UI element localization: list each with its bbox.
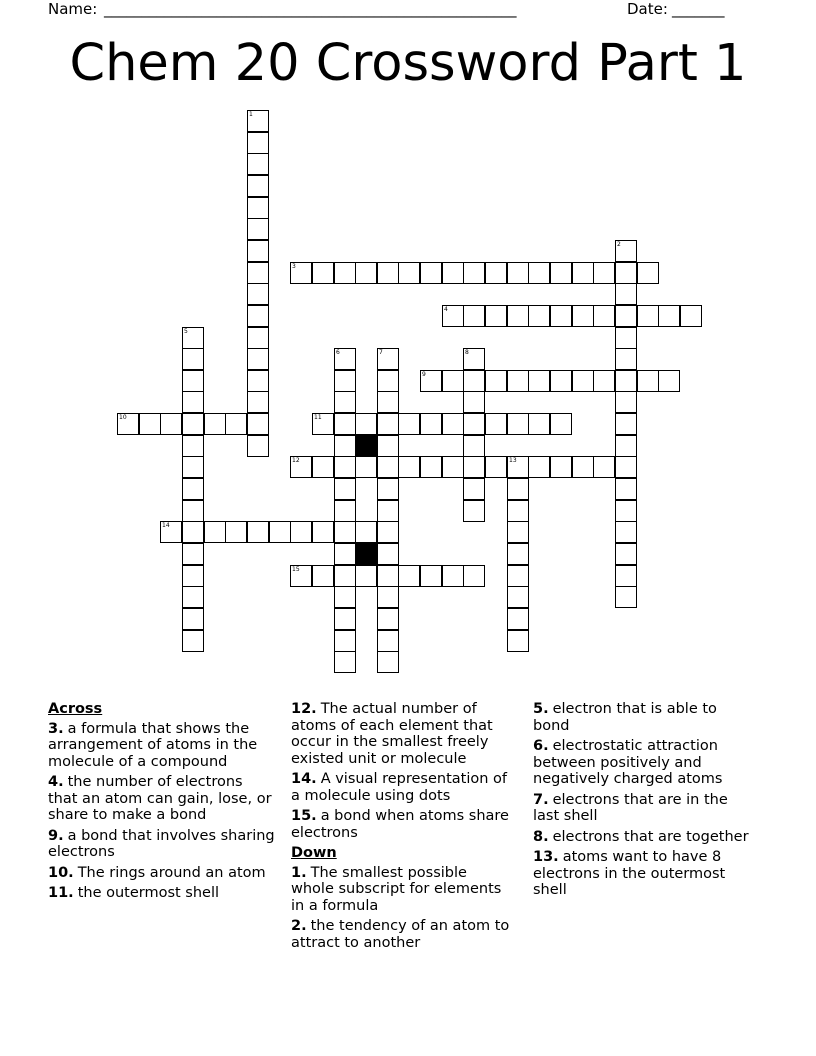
crossword-cell[interactable] [247,370,269,392]
crossword-cell[interactable] [463,435,485,457]
clue-number-label: 10 [119,414,127,421]
clue-number: 9. [48,827,64,844]
crossword-cell[interactable] [593,370,615,392]
crossword-cell[interactable] [615,240,637,262]
crossword-cell[interactable] [463,500,485,522]
crossword-cell[interactable] [615,348,637,370]
crossword-cell[interactable] [420,413,442,435]
clue-item [533,738,755,788]
crossword-cell[interactable] [377,348,399,370]
crossword-cell[interactable] [398,565,420,587]
crossword-cell[interactable] [637,305,659,327]
crossword-cell[interactable] [117,413,139,435]
crossword-cell[interactable] [355,262,377,284]
crossword-cell[interactable] [528,262,550,284]
crossword-cell[interactable] [355,413,377,435]
crossword-cell[interactable] [507,370,529,392]
crossword-cell[interactable] [225,413,247,435]
crossword-cell[interactable] [182,543,204,565]
clue-number: 13. [533,849,559,865]
clue-number-label: 1 [249,111,253,118]
crossword-cell[interactable] [247,305,269,327]
clue-number: 14. [291,771,317,787]
crossword-cell[interactable] [334,586,356,608]
crossword-cell[interactable] [334,565,356,587]
crossword-cell[interactable] [312,565,334,587]
clue-item [533,849,755,899]
clue-item [48,774,276,824]
crossword-cell[interactable] [550,370,572,392]
clue-number: 11. [48,885,74,901]
crossword-cell[interactable] [182,586,204,608]
crossword-cell[interactable] [442,262,464,284]
crossword-cell[interactable] [398,262,420,284]
crossword-cell[interactable] [355,565,377,587]
crossword-cell[interactable] [528,413,550,435]
crossword-cell[interactable] [615,456,637,478]
crossword-cell[interactable] [225,521,247,543]
crossword-cell[interactable] [507,500,529,522]
crossword-cell[interactable] [312,521,334,543]
crossword-cell[interactable] [463,391,485,413]
clue-text: The actual number of atoms of each element that occur in the smallest freely existed unit or molecule [291,701,493,767]
crossword-cell[interactable] [334,543,356,565]
crossword-cell[interactable] [290,456,312,478]
crossword-cell[interactable] [182,565,204,587]
clue-number-label: 11 [314,414,322,421]
crossword-cell[interactable] [615,521,637,543]
clue-number: 3. [48,720,64,737]
crossword-cell[interactable] [334,630,356,652]
crossword-cell[interactable] [182,327,204,349]
crossword-cell[interactable] [463,370,485,392]
crossword-cell[interactable] [355,521,377,543]
crossword-cell[interactable] [334,413,356,435]
crossword-cell[interactable] [334,651,356,673]
crossword-cell[interactable] [615,586,637,608]
crossword-cell[interactable] [247,262,269,284]
clue-item [291,865,513,915]
crossword-cell[interactable] [658,305,680,327]
crossword-cell[interactable] [377,456,399,478]
crossword-cell[interactable] [572,456,594,478]
clue-text: atoms want to have 8 electrons in the outermost shell [533,849,726,898]
date-label: Date: [627,0,668,18]
crossword-cell[interactable] [377,370,399,392]
crossword-cell[interactable] [507,521,529,543]
name-field[interactable]: _______________________________________________________ [104,0,517,18]
clue-number: 15. [291,808,317,824]
clues-column-3 [533,701,755,903]
crossword-cell[interactable] [247,110,269,132]
crossword-cell[interactable] [615,565,637,587]
clue-text: the outermost shell [77,885,220,901]
crossword-black-cell [355,435,377,457]
clue-number: 7. [533,791,549,808]
crossword-cell[interactable] [507,543,529,565]
clue-number: 6. [533,738,549,754]
crossword-cell[interactable] [355,456,377,478]
clue-item [533,829,755,846]
crossword-cell[interactable] [463,565,485,587]
clue-number-label: 5 [184,328,188,335]
crossword-cell[interactable] [615,500,637,522]
crossword-cell[interactable] [550,456,572,478]
crossword-cell[interactable] [377,565,399,587]
crossword-cell[interactable] [290,565,312,587]
crossword-cell[interactable] [637,262,659,284]
crossword-cell[interactable] [658,370,680,392]
crossword-cell[interactable] [247,413,269,435]
crossword-cell[interactable] [247,240,269,262]
clue-item [291,701,513,767]
crossword-cell[interactable] [247,348,269,370]
crossword-cell[interactable] [550,262,572,284]
crossword-cell[interactable] [377,586,399,608]
crossword-cell[interactable] [377,543,399,565]
clue-item [533,701,755,734]
crossword-cell[interactable] [312,456,334,478]
crossword-cell[interactable] [204,521,226,543]
crossword-cell[interactable] [182,500,204,522]
crossword-cell[interactable] [615,370,637,392]
crossword-cell[interactable] [572,262,594,284]
crossword-cell[interactable] [290,521,312,543]
crossword-cell[interactable] [463,262,485,284]
clue-text: electron that is able to bond [533,701,717,734]
crossword-cell[interactable] [507,262,529,284]
crossword-cell[interactable] [507,478,529,500]
clue-item [291,918,513,951]
crossword-cell[interactable] [507,565,529,587]
crossword-cell[interactable] [182,391,204,413]
clue-number-label: 12 [292,457,300,464]
crossword-cell[interactable] [615,327,637,349]
crossword-cell[interactable] [615,478,637,500]
crossword-cell[interactable] [528,456,550,478]
crossword-cell[interactable] [334,608,356,630]
clue-number-label: 13 [509,457,517,464]
crossword-cell[interactable] [615,305,637,327]
clue-number-label: 8 [465,349,469,356]
clue-item [291,771,513,804]
crossword-cell[interactable] [398,413,420,435]
crossword-cell[interactable] [334,478,356,500]
crossword-cell[interactable] [182,630,204,652]
clue-text: electrons that are in the last shell [533,791,728,824]
crossword-cell[interactable] [420,262,442,284]
crossword-cell[interactable] [485,370,507,392]
crossword-cell[interactable] [507,630,529,652]
crossword-cell[interactable] [615,391,637,413]
clue-item [291,808,513,841]
crossword-cell[interactable] [680,305,702,327]
crossword-cell[interactable] [550,413,572,435]
crossword-cell[interactable] [615,413,637,435]
clue-text: a bond that involves sharing electrons [48,827,275,860]
clue-text: the tendency of an atom to attract to another [291,918,510,951]
clue-item [48,865,276,882]
clue-number: 2. [291,918,307,934]
crossword-cell[interactable] [463,413,485,435]
crossword-cell[interactable] [485,456,507,478]
crossword-cell[interactable] [398,456,420,478]
clue-number: 1. [291,864,307,881]
crossword-cell[interactable] [247,391,269,413]
crossword-cell[interactable] [463,348,485,370]
clue-text: The rings around an atom [77,864,266,881]
crossword-cell[interactable] [377,521,399,543]
crossword-cell[interactable] [334,370,356,392]
clue-number: 12. [291,701,317,717]
clues-column-2 [291,701,513,955]
crossword-cell[interactable] [377,500,399,522]
crossword-cell[interactable] [615,262,637,284]
clues-column-1 [48,701,276,906]
crossword-cell[interactable] [247,175,269,197]
crossword-cell[interactable] [528,370,550,392]
clue-number-label: 15 [292,566,300,573]
clue-number-label: 9 [422,371,426,378]
crossword-cell[interactable] [182,413,204,435]
crossword-cell[interactable] [615,283,637,305]
clue-text: electrons that are together [552,828,749,845]
crossword-cell[interactable] [247,197,269,219]
clue-number: 5. [533,701,549,717]
crossword-cell[interactable] [615,435,637,457]
crossword-cell[interactable] [442,370,464,392]
crossword-cell[interactable] [485,413,507,435]
clue-number-label: 6 [336,349,340,356]
crossword-cell[interactable] [593,305,615,327]
crossword-cell[interactable] [593,456,615,478]
clue-text: electrostatic attraction between positively and negatively charged atoms [533,738,723,787]
crossword-cell[interactable] [334,348,356,370]
crossword-cell[interactable] [247,327,269,349]
crossword-cell[interactable] [182,456,204,478]
crossword-cell[interactable] [550,305,572,327]
crossword-cell[interactable] [420,565,442,587]
crossword-cell[interactable] [420,370,442,392]
clue-number: 8. [533,828,549,845]
clue-text: a formula that shows the arrangement of atoms in the molecule of a compound [48,720,258,770]
crossword-cell[interactable] [139,413,161,435]
crossword-cell[interactable] [377,391,399,413]
clue-number-label: 7 [379,349,383,356]
clue-number-label: 3 [292,263,296,270]
crossword-cell[interactable] [182,370,204,392]
crossword-cell[interactable] [377,413,399,435]
crossword-cell[interactable] [269,521,291,543]
crossword-cell[interactable] [463,478,485,500]
clue-text: A visual representation of a molecule using dots [291,771,508,804]
crossword-cell[interactable] [377,608,399,630]
clue-number-label: 4 [444,306,448,313]
crossword-cell[interactable] [334,521,356,543]
clue-number: 4. [48,774,64,790]
clue-text: a bond when atoms share electrons [291,808,509,841]
crossword-cell[interactable] [507,456,529,478]
crossword-cell[interactable] [593,262,615,284]
crossword-cell[interactable] [334,262,356,284]
crossword-cell[interactable] [507,305,529,327]
crossword-cell[interactable] [182,521,204,543]
crossword-cell[interactable] [334,456,356,478]
crossword-cell[interactable] [247,132,269,154]
crossword-cell[interactable] [572,370,594,392]
clue-text: The smallest possible whole subscript for elements in a formula [291,864,502,914]
crossword-cell[interactable] [182,478,204,500]
crossword-cell[interactable] [182,608,204,630]
crossword-cell[interactable] [160,521,182,543]
crossword-cell[interactable] [442,565,464,587]
crossword-cell[interactable] [377,478,399,500]
crossword-cell[interactable] [160,413,182,435]
crossword-cell[interactable] [442,305,464,327]
crossword-cell[interactable] [377,435,399,457]
clue-text: the number of electrons that an atom can gain, lose, or share to make a bond [48,774,272,823]
crossword-cell[interactable] [615,543,637,565]
page-title: Chem 20 Crossword Part 1 [69,34,747,93]
clue-number-label: 14 [162,522,170,529]
crossword-cell[interactable] [334,435,356,457]
crossword-cell[interactable] [442,456,464,478]
crossword-cell[interactable] [377,630,399,652]
crossword-cell[interactable] [572,305,594,327]
crossword-cell[interactable] [182,435,204,457]
clue-section-heading: Down [291,845,337,861]
crossword-cell[interactable] [528,305,550,327]
crossword-black-cell [355,543,377,565]
crossword-cell[interactable] [463,456,485,478]
crossword-cell[interactable] [247,218,269,240]
clue-number-label: 2 [617,241,621,248]
crossword-cell[interactable] [290,262,312,284]
crossword-cell[interactable] [507,586,529,608]
clue-section-heading: Across [48,701,103,717]
crossword-cell[interactable] [507,413,529,435]
crossword-cell[interactable] [312,262,334,284]
clue-item [48,885,276,902]
crossword-cell[interactable] [204,413,226,435]
crossword-cell[interactable] [485,262,507,284]
crossword-cell[interactable] [334,391,356,413]
crossword-cell[interactable] [485,305,507,327]
crossword-cell[interactable] [463,305,485,327]
crossword-cell[interactable] [334,500,356,522]
crossword-cell[interactable] [247,521,269,543]
crossword-cell[interactable] [442,413,464,435]
name-label: Name: [48,0,98,18]
crossword-cell[interactable] [182,348,204,370]
clue-number: 10. [48,864,74,881]
clue-item [533,792,755,825]
crossword-cell[interactable] [377,651,399,673]
crossword-cell[interactable] [312,413,334,435]
clue-item [48,721,276,771]
clue-item [48,828,276,861]
crossword-cell[interactable] [637,370,659,392]
crossword-cell[interactable] [247,153,269,175]
date-field[interactable]: _______ [672,0,725,18]
crossword-cell[interactable] [247,435,269,457]
crossword-cell[interactable] [247,283,269,305]
crossword-cell[interactable] [507,608,529,630]
crossword-cell[interactable] [420,456,442,478]
crossword-cell[interactable] [377,262,399,284]
